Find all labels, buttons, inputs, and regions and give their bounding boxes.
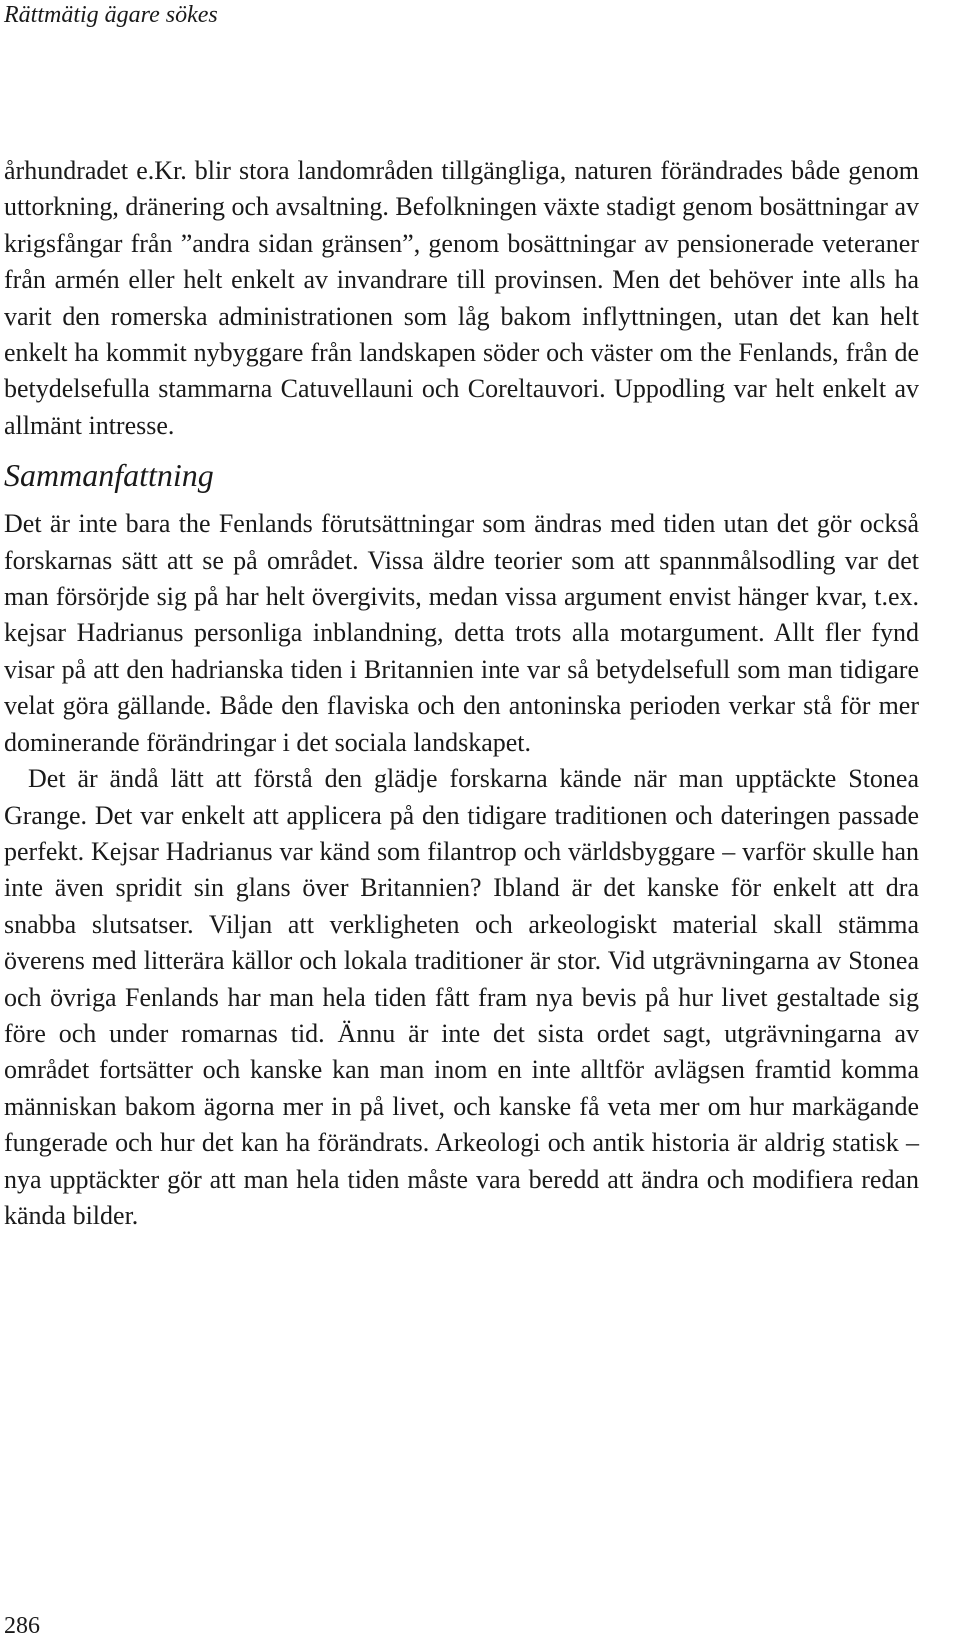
page-body xyxy=(4,153,919,1234)
running-header: Rättmätig ägare sökes xyxy=(4,2,218,28)
section-heading: Sammanfattning xyxy=(4,457,214,494)
body-paragraph: Det är inte bara the Fenlands förutsättningar som ändras med tiden utan det gör också forskarnas sätt att se på området. Vissa äldre teorier som att spannmålsodling var det man försörjde sig på har helt övergivits, medan vissa argument envist hänger kvar, t.ex. kejsar Hadrianus personliga inblandning, detta trots alla motargument. Allt fler fynd visar på att den hadrianska tiden i Britannien inte var så betydelsefull som man tidigare velat göra gällande. Både den flaviska och den antoninska perioden verkar stå för mer dominerande förändringar i det sociala landskapet. xyxy=(4,509,919,757)
body-paragraph: Det är ändå lätt att förstå den glädje forskarna kände när man upptäckte Stonea Grange. Det var enkelt att applicera på den tidigare traditionen och dateringen passade perfekt. Kejsar Hadrianus var känd som filantrop och världsbyggare – varför skulle han inte även spridit sin glans över Britannien? Ibland är det kanske för enkelt att dra snabba slutsatser. Viljan att verkligheten och arkeologiskt material skall stämma överens med litterära källor och lokala traditioner är stor. Vid utgrävningarna av Stonea och övriga Fenlands har man hela tiden fått fram nya bevis på hur livet gestaltade sig före och under romarnas tid. Ännu är inte det sista ordet sagt, utgrävningarna av området fortsätter och kanske kan man inom en inte alltför avlägsen framtid komma människan bakom ägorna mer in på livet, och kanske få veta mer om hur markägande fungerade och hur det kan ha förändrats. Arkeologi och antik historia är aldrig statisk – nya upptäckter gör att man hela tiden måste vara beredd att ändra och modifiera redan kända bilder. xyxy=(4,764,919,1230)
body-paragraph: århundradet e.Kr. blir stora landområden tillgängliga, naturen förändrades både genom uttorkning, dränering och avsaltning. Befolkningen växte stadigt genom bosättningar av krigsfångar från ”andra sidan gränsen”, genom bosättningar av pensionerade veteraner från armén eller helt enkelt av invandrare till provinsen. Men det behöver inte alls ha varit den romerska administrationen som låg bakom inflyttningen, utan det kan helt enkelt ha kommit nybyggare från landskapen söder och väster om the Fenlands, från de betydelsefulla stammarna Catuvellauni och Coreltauvori. Uppodling var helt enkelt av allmänt intresse. xyxy=(4,156,919,440)
page-number: 286 xyxy=(4,1613,40,1639)
